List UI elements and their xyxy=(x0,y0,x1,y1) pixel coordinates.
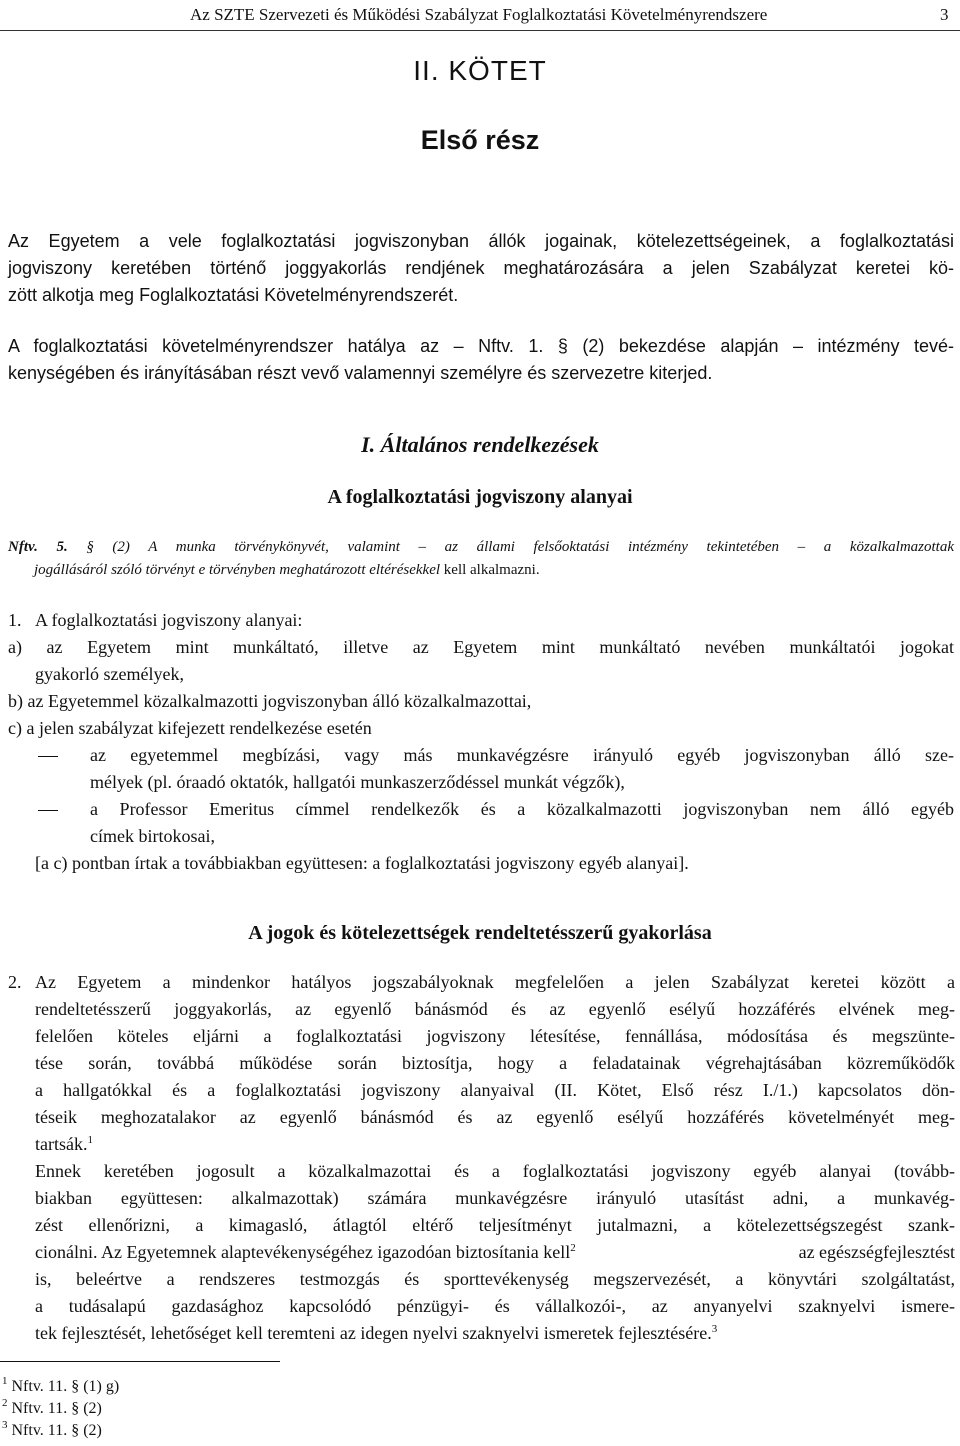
footnote-ref: 3 xyxy=(711,1323,718,1335)
quote-text: § (2) A munka törvénykönyvét, valamint – az állami felsőoktatási intézmény tekintetében – a közalkalmazottak xyxy=(86,539,954,555)
footnote xyxy=(2,1375,120,1396)
text-line: zést ellenőrizni, a kimagasló, átlagtól eltérő teljesítményt jutalmazni, a kötelezettségszegést szank- xyxy=(35,1215,955,1235)
text-line: biakban együttesen: alkalmazottak) számára munkavégzésre irányuló utasítást adni, a munkavég- xyxy=(35,1188,955,1208)
volume-title: II. KÖTET xyxy=(413,55,547,86)
footnote-number: 1 xyxy=(2,1375,8,1387)
item-2-paragraph-1 xyxy=(35,969,955,1158)
footnote xyxy=(2,1397,102,1418)
page-number: 3 xyxy=(940,5,949,24)
footnote-text: Nftv. 11. § (2) xyxy=(11,1400,102,1417)
text-line: rendeltetésszerű joggyakorlás, az egyenlő bánásmód és az egyenlő esélyű hozzáférés elvének meg- xyxy=(35,999,955,1019)
text-line: a hallgatókkal és a foglalkoztatási jogviszony alanyaival (II. Kötet, Első rész I./1.) kapcsolatos dön- xyxy=(35,1080,955,1100)
text-line: kenységében és irányításában részt vevő valamennyi személyre és szervezetre kiterjed. xyxy=(8,363,713,383)
footnote-separator xyxy=(0,1361,280,1362)
list-summary: [a c) pontban írtak a továbbiakban együttesen: a foglalkoztatási jogviszony egyéb alanyai]. xyxy=(35,853,689,873)
text-line: is, beleértve a rendszeres testmozgás és sporttevékenység megszervezését, a könyvtári szolgáltatást, xyxy=(35,1269,955,1289)
footnote-number: 2 xyxy=(2,1397,8,1409)
list-item-a: a) az Egyetem mint munkáltató, illetve az Egyetem mint munkáltató nevében munkáltatói jogokat xyxy=(8,637,954,657)
part-title: Első rész xyxy=(420,125,540,155)
item-number: 1. xyxy=(8,610,22,630)
dash-bullet xyxy=(38,756,58,757)
text-line: az egészségfejlesztést xyxy=(798,1242,955,1262)
quote-text: jogállásáról szóló törvényt e törvényben meghatározott eltérésekkel xyxy=(34,562,441,578)
list-item-c: c) a jelen szabályzat kifejezett rendelkezése esetén xyxy=(8,718,372,738)
text-line: A foglalkoztatási követelményrendszer hatálya az – Nftv. 1. § (2) bekezdése alapján – intézmény tevé- xyxy=(8,336,954,356)
subsection-title: A foglalkoztatási jogviszony alanyai xyxy=(327,486,633,508)
text-line: tartsák. xyxy=(35,1134,88,1154)
footnote-text: Nftv. 11. § (2) xyxy=(11,1422,102,1439)
list-item-a-cont: gyakorló személyek, xyxy=(35,664,184,684)
sublist-item-1: az egyetemmel megbízási, vagy más munkavégzésre irányuló egyéb jogviszonyban álló sze- xyxy=(90,745,954,765)
text-line: a tudásalapú gazdasághoz kapcsolódó pénzügyi- és vállalkozói-, az anyanyelvi szaknyelvi ismere- xyxy=(35,1296,955,1316)
sublist-item-2: a Professor Emeritus címmel rendelkezők és a közalkalmazotti jogviszonyban nem álló egyéb xyxy=(90,799,954,819)
text-line: tése során, továbbá működése során biztosítja, hogy a feladatainak végrehajtásában közreműködők xyxy=(35,1053,955,1073)
text-line: tek fejlesztését, lehetőséget kell teremteni az idegen nyelvi szaknyelvi ismeretek fejlesztésére. xyxy=(35,1323,712,1343)
footnote-number: 3 xyxy=(2,1419,8,1431)
item-number: 2. xyxy=(8,972,22,992)
sublist-item-2-cont: címek birtokosai, xyxy=(90,826,215,846)
footnote-ref: 2 xyxy=(570,1242,576,1254)
section-title: I. Általános rendelkezések xyxy=(361,432,599,457)
law-reference: Nftv. 5. xyxy=(8,539,68,555)
header-title: Az SZTE Szervezeti és Működési Szabályzat Foglalkoztatási Követelményrendszere xyxy=(190,5,768,24)
quote-text: kell alkalmazni. xyxy=(440,562,540,578)
sublist-item-1-cont: mélyek (pl. óraadó oktatók, hallgatói munkaszerződéssel munkát végzők), xyxy=(90,772,625,792)
footnote xyxy=(2,1419,102,1440)
text-line: jogviszony keretében történő joggyakorlás rendjének meghatározására a jelen Szabályzat keretei kö- xyxy=(8,258,954,278)
list-item-b: b) az Egyetemmel közalkalmazotti jogviszonyban álló közalkalmazottai, xyxy=(8,691,532,711)
text-line: Ennek keretében jogosult a közalkalmazottai és a foglalkoztatási jogviszony egyéb alanyai (tovább- xyxy=(35,1161,955,1181)
footnote-text: Nftv. 11. § (1) g) xyxy=(11,1378,120,1395)
text-line: téseik meghozatalakor az egyenlő bánásmód és az egyenlő esélyű hozzáférés követelményét meg- xyxy=(35,1107,955,1127)
item-2-paragraph-2 xyxy=(35,1158,955,1347)
text-line: Az Egyetem a mindenkor hatályos jogszabályoknak megfelelően a jelen Szabályzat keretei között a xyxy=(35,972,955,992)
item-lead: A foglalkoztatási jogviszony alanyai: xyxy=(35,610,303,630)
subsection-title-2: A jogok és kötelezettségek rendeltetésszerű gyakorlása xyxy=(248,922,712,944)
dash-bullet xyxy=(38,810,58,811)
text-line: cionálni. Az Egyetemnek alaptevékenységéhez igazodóan biztosítania kell xyxy=(35,1242,571,1262)
text-line: Az Egyetem a vele foglalkoztatási jogviszonyban állók jogainak, kötelezettségeinek, a foglalkoztatási xyxy=(8,231,954,251)
text-line: zött alkotja meg Foglalkoztatási Követelményrendszerét. xyxy=(8,285,459,305)
text-line: felelően köteles eljárni a foglalkoztatási jogviszony létesítése, fennállása, módosítása és megszünte- xyxy=(35,1026,955,1046)
footnote-ref: 1 xyxy=(87,1134,93,1146)
